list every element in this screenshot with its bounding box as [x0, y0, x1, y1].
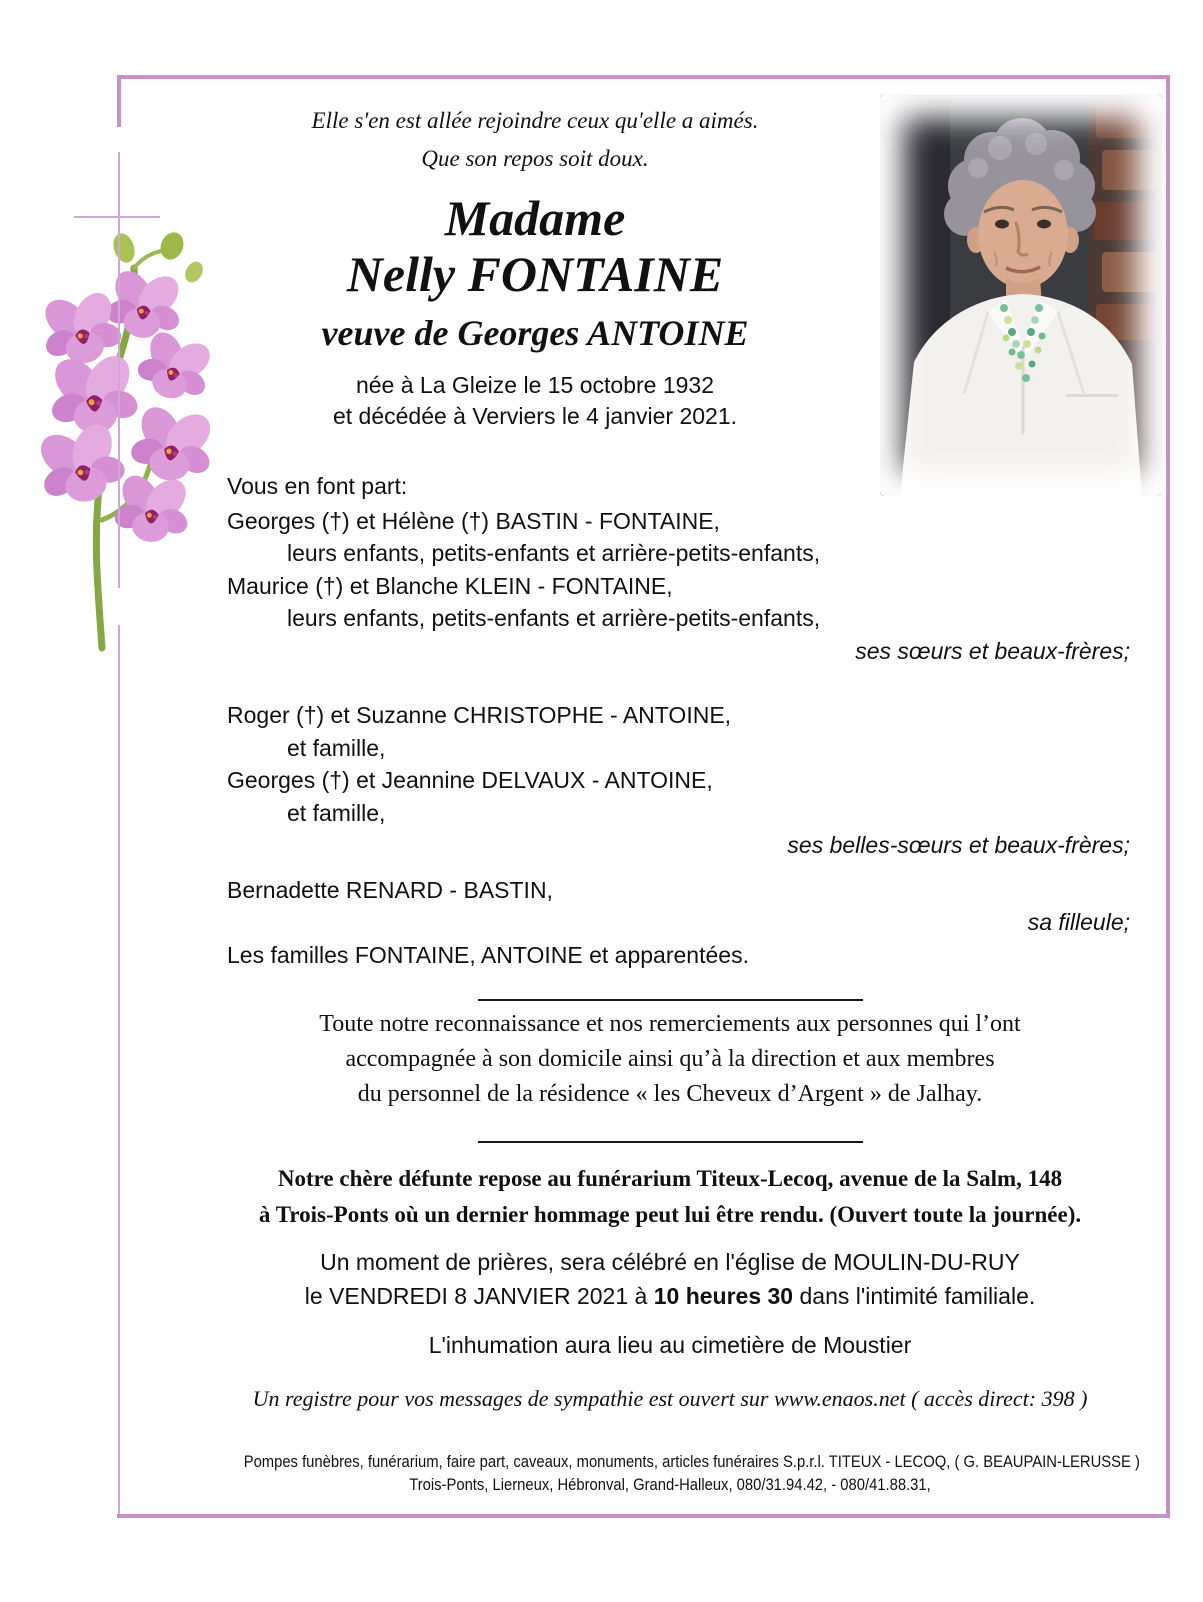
prayer-service-notice [180, 1246, 1160, 1313]
funeral-home-footer [180, 1450, 1160, 1496]
header-block [135, 102, 935, 432]
announcement-intro: Vous en font part: [227, 473, 408, 499]
family-group-sisters [227, 505, 1130, 668]
relation-label: ses belles-sœurs et beaux-frères; [787, 832, 1130, 858]
thanks-line3: du personnel de la résidence « les Cheveux d’Argent » de Jalhay. [357, 1081, 983, 1107]
family-line: leurs enfants, petits-enfants et arrière-petits-enfants, [287, 605, 821, 631]
footer-line1: Pompes funèbres, funérarium, faire part, caveaux, monuments, articles funéraires S.p.r.l. TITEUX - LECOQ, ( G. BEAUPAIN-LERUSSE ) [243, 1452, 1140, 1471]
epigraph [135, 102, 935, 178]
deceased-title: Madame [444, 190, 626, 246]
repose-line1: Notre chère défunte repose au funérarium Titeux-Lecoq, avenue de la Salm, 148 [277, 1166, 1063, 1191]
family-line: Bernadette RENARD - BASTIN, [227, 876, 553, 903]
family-line: et famille, [287, 734, 386, 761]
prayer-line2-post: dans l'intimité familiale. [793, 1282, 1036, 1309]
thanks-line2: accompagnée à son domicile ainsi qu’à la direction et aux membres [345, 1046, 995, 1072]
separator [180, 999, 1160, 1005]
relation-label: ses sœurs et beaux-frères; [855, 637, 1130, 664]
photo-soft-edge [880, 94, 1162, 496]
family-line: leurs enfants, petits-enfants et arrière-petits-enfants, [287, 540, 821, 566]
family-line: Roger (†) et Suzanne CHRISTOPHE - ANTOINE, [227, 702, 732, 728]
prayer-line2-pre: le VENDREDI 8 JANVIER 2021 à [304, 1282, 654, 1309]
orchid-image [24, 220, 218, 652]
repose-line2: à Trois-Ponts où un dernier hommage peut lui être rendu. (Ouvert toute la journée). [258, 1202, 1082, 1227]
prayer-line1: Un moment de prières, sera célébré en l'église de MOULIN-DU-RUY [320, 1249, 1020, 1275]
family-group-goddaughter [227, 874, 1130, 972]
separator-line [478, 999, 863, 1001]
separator-line [478, 1141, 863, 1143]
widow-of-line: veuve de Georges ANTOINE [321, 313, 749, 353]
birth-death-dates [135, 370, 935, 432]
prayer-line2 [180, 1280, 1160, 1314]
register-notice: Un registre pour vos messages de sympathie est ouvert sur www.enaos.net ( accès direct: 398 ) [252, 1386, 1088, 1411]
family-line: Georges (†) et Hélène (†) BASTIN - FONTAINE, [227, 507, 720, 534]
prayer-time: 10 heures 30 [653, 1282, 794, 1309]
epigraph-line2: Que son repos soit doux. [421, 146, 649, 171]
family-line: et famille, [287, 799, 386, 826]
cross-line-decoration [74, 216, 160, 218]
birth-line: née à La Gleize le 15 octobre 1932 [355, 372, 715, 398]
epigraph-line1: Elle s'en est allée rejoindre ceux qu'elle a aimés. [311, 108, 759, 133]
frame-top-border [117, 75, 1170, 79]
deceased-name: Nelly FONTAINE [346, 246, 724, 302]
burial-notice: L'inhumation aura lieu au cimetière de Moustier [428, 1332, 912, 1358]
family-line: Georges (†) et Jeannine DELVAUX - ANTOINE, [227, 767, 713, 793]
frame-left-border-lower [118, 625, 120, 1514]
separator [180, 1141, 1160, 1147]
repose-notice [180, 1161, 1160, 1233]
frame-bottom-border [117, 1514, 1170, 1518]
families-line: Les familles FONTAINE, ANTOINE et apparentées. [227, 941, 749, 968]
frame-left-border-top-segment [117, 75, 121, 127]
relation-label: sa filleule; [1027, 909, 1130, 935]
portrait-photo [880, 94, 1162, 496]
family-group-sisters-in-law [227, 699, 1130, 862]
family-line: Maurice (†) et Blanche KLEIN - FONTAINE, [227, 572, 673, 599]
thanks-line1: Toute notre reconnaissance et nos remerciements aux personnes qui l’ont [319, 1011, 1021, 1037]
announcement-section [119, 470, 1168, 971]
death-line: et décédée à Verviers le 4 janvier 2021. [332, 403, 738, 429]
footer-line2: Trois-Ponts, Lierneux, Hébronval, Grand-Halleux, 080/31.94.42, - 080/41.88.31, [409, 1475, 931, 1494]
thanks-paragraph [180, 1007, 1160, 1112]
